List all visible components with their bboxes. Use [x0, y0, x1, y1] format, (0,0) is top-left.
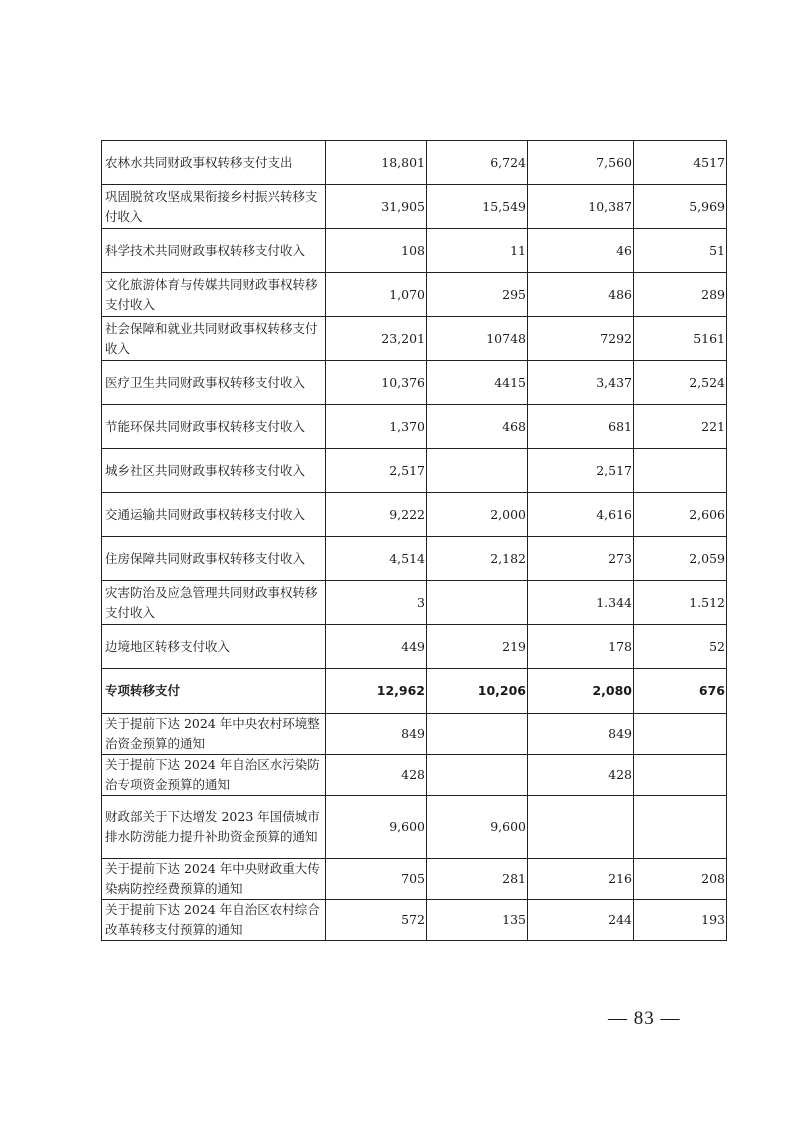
cell-value: 10,387: [528, 185, 634, 229]
cell-value: 7,560: [528, 141, 634, 185]
row-label: 科学技术共同财政事权转移支付收入: [102, 229, 326, 273]
cell-value: 3,437: [528, 361, 634, 405]
cell-value: 31,905: [326, 185, 427, 229]
cell-value: 9,600: [326, 796, 427, 859]
cell-value: 46: [528, 229, 634, 273]
table-row: [102, 405, 727, 449]
table-row: [102, 317, 727, 361]
cell-value: 11: [427, 229, 528, 273]
cell-value: 208: [634, 859, 727, 900]
cell-value: 5,969: [634, 185, 727, 229]
row-label: 社会保障和就业共同财政事权转移支付收入: [102, 317, 326, 361]
row-label: 城乡社区共同财政事权转移支付收入: [102, 449, 326, 493]
cell-value: 221: [634, 405, 727, 449]
cell-value: 428: [528, 755, 634, 796]
cell-value: 216: [528, 859, 634, 900]
cell-value: [634, 755, 727, 796]
cell-value: 7292: [528, 317, 634, 361]
cell-value: [427, 755, 528, 796]
cell-value: 486: [528, 273, 634, 317]
cell-value: 6,724: [427, 141, 528, 185]
row-label: 巩固脱贫攻坚成果衔接乡村振兴转移支付收入: [102, 185, 326, 229]
cell-value: 2,080: [528, 669, 634, 714]
cell-value: 2,517: [326, 449, 427, 493]
cell-value: [634, 714, 727, 755]
cell-value: 289: [634, 273, 727, 317]
cell-value: 10,206: [427, 669, 528, 714]
table-row: [102, 493, 727, 537]
table-row: [102, 185, 727, 229]
cell-value: 10,376: [326, 361, 427, 405]
row-label: 财政部关于下达增发 2023 年国债城市排水防涝能力提升补助资金预算的通知: [102, 796, 326, 859]
cell-value: [427, 581, 528, 625]
cell-value: 3: [326, 581, 427, 625]
cell-value: 468: [427, 405, 528, 449]
cell-value: 281: [427, 859, 528, 900]
row-label: 边境地区转移支付收入: [102, 625, 326, 669]
table-row: [102, 796, 727, 859]
cell-value: 1,070: [326, 273, 427, 317]
cell-value: 4517: [634, 141, 727, 185]
table-row: [102, 141, 727, 185]
cell-value: 849: [326, 714, 427, 755]
cell-value: 9,600: [427, 796, 528, 859]
cell-value: 2,606: [634, 493, 727, 537]
cell-value: 681: [528, 405, 634, 449]
cell-value: 219: [427, 625, 528, 669]
table-row: [102, 755, 727, 796]
cell-value: 1,370: [326, 405, 427, 449]
cell-value: 9,222: [326, 493, 427, 537]
cell-value: 572: [326, 900, 427, 941]
row-label: 文化旅游体育与传媒共同财政事权转移支付收入: [102, 273, 326, 317]
cell-value: 428: [326, 755, 427, 796]
row-label: 医疗卫生共同财政事权转移支付收入: [102, 361, 326, 405]
row-label: 农林水共同财政事权转移支付支出: [102, 141, 326, 185]
cell-value: 1.512: [634, 581, 727, 625]
page-number: — 83 —: [608, 1008, 681, 1029]
cell-value: 5161: [634, 317, 727, 361]
cell-value: 676: [634, 669, 727, 714]
table-row: [102, 361, 727, 405]
row-label: 关于提前下达 2024 年中央财政重大传染病防控经费预算的通知: [102, 859, 326, 900]
cell-value: [634, 796, 727, 859]
cell-value: 2,524: [634, 361, 727, 405]
cell-value: 295: [427, 273, 528, 317]
row-label: 关于提前下达 2024 年自治区水污染防治专项资金预算的通知: [102, 755, 326, 796]
cell-value: 15,549: [427, 185, 528, 229]
cell-value: 2,517: [528, 449, 634, 493]
cell-value: 244: [528, 900, 634, 941]
cell-value: 849: [528, 714, 634, 755]
cell-value: 193: [634, 900, 727, 941]
cell-value: [427, 714, 528, 755]
row-label: 关于提前下达 2024 年自治区农村综合改革转移支付预算的通知: [102, 900, 326, 941]
table-row: [102, 273, 727, 317]
row-label: 关于提前下达 2024 年中央农村环境整治资金预算的通知: [102, 714, 326, 755]
cell-value: 10748: [427, 317, 528, 361]
row-label: 专项转移支付: [102, 669, 326, 714]
table-row: [102, 625, 727, 669]
table-row: [102, 669, 727, 714]
cell-value: 18,801: [326, 141, 427, 185]
row-label: 节能环保共同财政事权转移支付收入: [102, 405, 326, 449]
cell-value: 108: [326, 229, 427, 273]
cell-value: [634, 449, 727, 493]
cell-value: 4,514: [326, 537, 427, 581]
row-label: 住房保障共同财政事权转移支付收入: [102, 537, 326, 581]
table-row: [102, 229, 727, 273]
table-row: [102, 537, 727, 581]
cell-value: 705: [326, 859, 427, 900]
cell-value: 273: [528, 537, 634, 581]
cell-value: 178: [528, 625, 634, 669]
cell-value: 135: [427, 900, 528, 941]
table-row: [102, 449, 727, 493]
cell-value: 51: [634, 229, 727, 273]
cell-value: 1.344: [528, 581, 634, 625]
row-label: 灾害防治及应急管理共同财政事权转移支付收入: [102, 581, 326, 625]
cell-value: 4,616: [528, 493, 634, 537]
table-row: [102, 859, 727, 900]
cell-value: 2,000: [427, 493, 528, 537]
table-row: [102, 581, 727, 625]
row-label: 交通运输共同财政事权转移支付收入: [102, 493, 326, 537]
table-row: [102, 900, 727, 941]
cell-value: 4415: [427, 361, 528, 405]
table-row: [102, 714, 727, 755]
cell-value: 23,201: [326, 317, 427, 361]
cell-value: 2,059: [634, 537, 727, 581]
cell-value: [427, 449, 528, 493]
cell-value: 12,962: [326, 669, 427, 714]
budget-table: [101, 140, 727, 941]
cell-value: [528, 796, 634, 859]
cell-value: 2,182: [427, 537, 528, 581]
cell-value: 449: [326, 625, 427, 669]
cell-value: 52: [634, 625, 727, 669]
